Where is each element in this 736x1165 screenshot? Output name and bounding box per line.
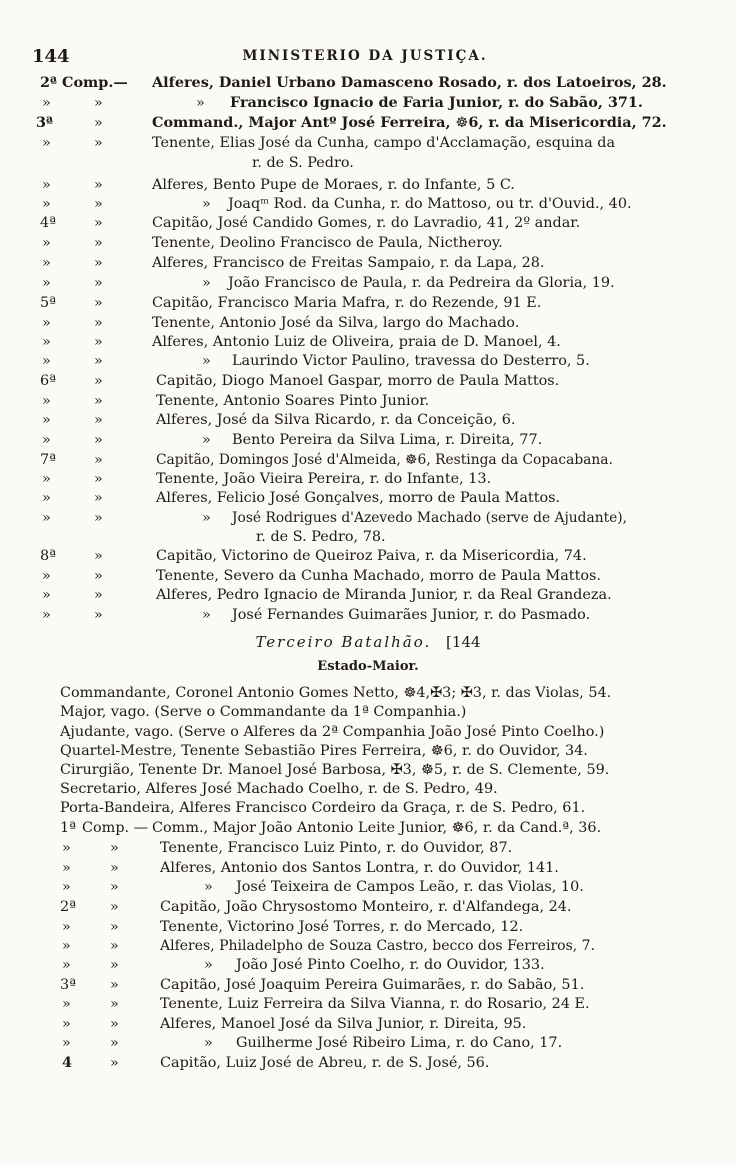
entry-line: » » Alferes, Antonio dos Santos Lontra, r. do Ouvidor, 141. — [62, 860, 559, 876]
entry-line: » » » Bento Pereira da Silva Lima, r. Direita, 77. — [42, 432, 543, 448]
entry-line: 2ª Comp.— Alferes, Daniel Urbano Damasceno Rosado, r. dos Latoeiros, 28. — [40, 74, 667, 91]
entry-line: » » » José Rodrigues d'Azevedo Machado (serve de Ajudante), — [42, 510, 628, 526]
entry-line: » » » Francisco Ignacio de Faria Junior, r. do Sabão, 371. — [42, 94, 643, 111]
entry-line: » » » Joaqᵐ Rod. da Cunha, r. do Mattoso, ou tr. d'Ouvid., 40. — [42, 196, 632, 212]
entry-continuation: r. de S. Pedro. — [252, 155, 354, 171]
staff-line: Commandante, Coronel Antonio Gomes Netto, ☸4,✠3; ✠3, r. das Violas, 54. — [60, 685, 612, 701]
section-title: Terceiro Batalhão. [144 — [255, 633, 481, 651]
staff-line: Secretario, Alferes José Machado Coelho, r. de S. Pedro, 49. — [60, 781, 498, 797]
staff-line: Ajudante, vago. (Serve o Alferes da 2ª Companhia João José Pinto Coelho.) — [60, 724, 605, 740]
entry-line: » » Tenente, Antonio Soares Pinto Junior. — [42, 393, 430, 409]
entry-line: 1ª Comp. — Comm., Major João Antonio Leite Junior, ☸6, r. da Cand.ª, 36. — [60, 820, 602, 836]
staff-heading: Estado-Maior. — [317, 659, 419, 674]
entry-line: » » Alferes, José da Silva Ricardo, r. da Conceição, 6. — [42, 412, 516, 428]
entry-line: » » Tenente, João Vieira Pereira, r. do Infante, 13. — [42, 471, 492, 487]
entry-line: » » Alferes, Felicio José Gonçalves, morro de Paula Mattos. — [42, 490, 561, 506]
entry-line: » » Alferes, Antonio Luiz de Oliveira, praia de D. Manoel, 4. — [42, 334, 561, 350]
entry-line: » » » João José Pinto Coelho, r. do Ouvidor, 133. — [62, 957, 545, 973]
entry-line: » » Tenente, Francisco Luiz Pinto, r. do Ouvidor, 87. — [62, 840, 513, 856]
entry-line: » » Tenente, Deolino Francisco de Paula, Nictheroy. — [42, 235, 503, 251]
entry-line: » » Tenente, Severo da Cunha Machado, morro de Paula Mattos. — [42, 568, 601, 584]
entry-line: » » » José Fernandes Guimarães Junior, r. do Pasmado. — [42, 607, 591, 623]
entry-line: » » Alferes, Bento Pupe de Moraes, r. do Infante, 5 C. — [42, 177, 515, 193]
entry-line: » » » Guilherme José Ribeiro Lima, r. do Cano, 17. — [62, 1035, 563, 1051]
entry-line: 5ª » Capitão, Francisco Maria Mafra, r. do Rezende, 91 E. — [40, 295, 542, 311]
entry-line: 2ª » Capitão, João Chrysostomo Monteiro, r. d'Alfandega, 24. — [60, 899, 572, 915]
entry-line: 8ª » Capitão, Victorino de Queiroz Paiva, r. da Misericordia, 74. — [40, 548, 587, 564]
entry-line: 6ª » Capitão, Diogo Manoel Gaspar, morro de Paula Mattos. — [40, 373, 560, 389]
entry-line: 4ª » Capitão, José Candido Gomes, r. do Lavradio, 41, 2º andar. — [40, 215, 581, 231]
staff-line: Cirurgião, Tenente Dr. Manoel José Barbosa, ✠3, ☸5, r. de S. Clemente, 59. — [60, 762, 610, 778]
page-header — [24, 46, 706, 68]
entry-line: » » Alferes, Philadelpho de Souza Castro, becco dos Ferreiros, 7. — [62, 938, 596, 954]
entry-line: » » Tenente, Antonio José da Silva, largo do Machado. — [42, 315, 520, 331]
entry-line: » » Alferes, Manoel José da Silva Junior, r. Direita, 95. — [62, 1016, 527, 1032]
entry-line: 4 » Capitão, Luiz José de Abreu, r. de S. José, 56. — [62, 1054, 490, 1071]
entry-line: » » Tenente, Victorino José Torres, r. do Mercado, 12. — [62, 919, 524, 935]
running-title: MINISTERIO DA JUSTIÇA. — [242, 48, 488, 64]
staff-line: Porta-Bandeira, Alferes Francisco Cordeiro da Graça, r. de S. Pedro, 61. — [60, 800, 586, 816]
entry-line: 3ª » Capitão, José Joaquim Pereira Guimarães, r. do Sabão, 51. — [60, 977, 585, 993]
staff-line: Quartel-Mestre, Tenente Sebastião Pires Ferreira, ☸6, r. do Ouvidor, 34. — [60, 743, 588, 759]
staff-line: Major, vago. (Serve o Commandante da 1ª Companhia.) — [60, 704, 467, 720]
entry-line: » » Alferes, Francisco de Freitas Sampaio, r. da Lapa, 28. — [42, 255, 545, 271]
entry-line: » » Tenente, Elias José da Cunha, campo d'Acclamação, esquina da — [42, 135, 616, 151]
entry-line: » » » Laurindo Victor Paulino, travessa do Desterro, 5. — [42, 353, 590, 369]
entry-continuation: r. de S. Pedro, 78. — [256, 529, 386, 545]
entry-line: » » Tenente, Luiz Ferreira da Silva Vianna, r. do Rosario, 24 E. — [62, 996, 590, 1012]
entry-line: 7ª » Capitão, Domingos José d'Almeida, ☸6, Restinga da Copacabana. — [40, 452, 613, 468]
entry-line: » » » João Francisco de Paula, r. da Pedreira da Gloria, 19. — [42, 275, 615, 291]
entry-line: 3ª » Command., Major Antº José Ferreira, ☸6, r. da Misericordia, 72. — [36, 114, 667, 131]
entry-line: » » » José Teixeira de Campos Leão, r. das Violas, 10. — [62, 879, 584, 895]
entry-line: » » Alferes, Pedro Ignacio de Miranda Junior, r. da Real Grandeza. — [42, 587, 612, 603]
page-number: 144 — [32, 46, 70, 67]
